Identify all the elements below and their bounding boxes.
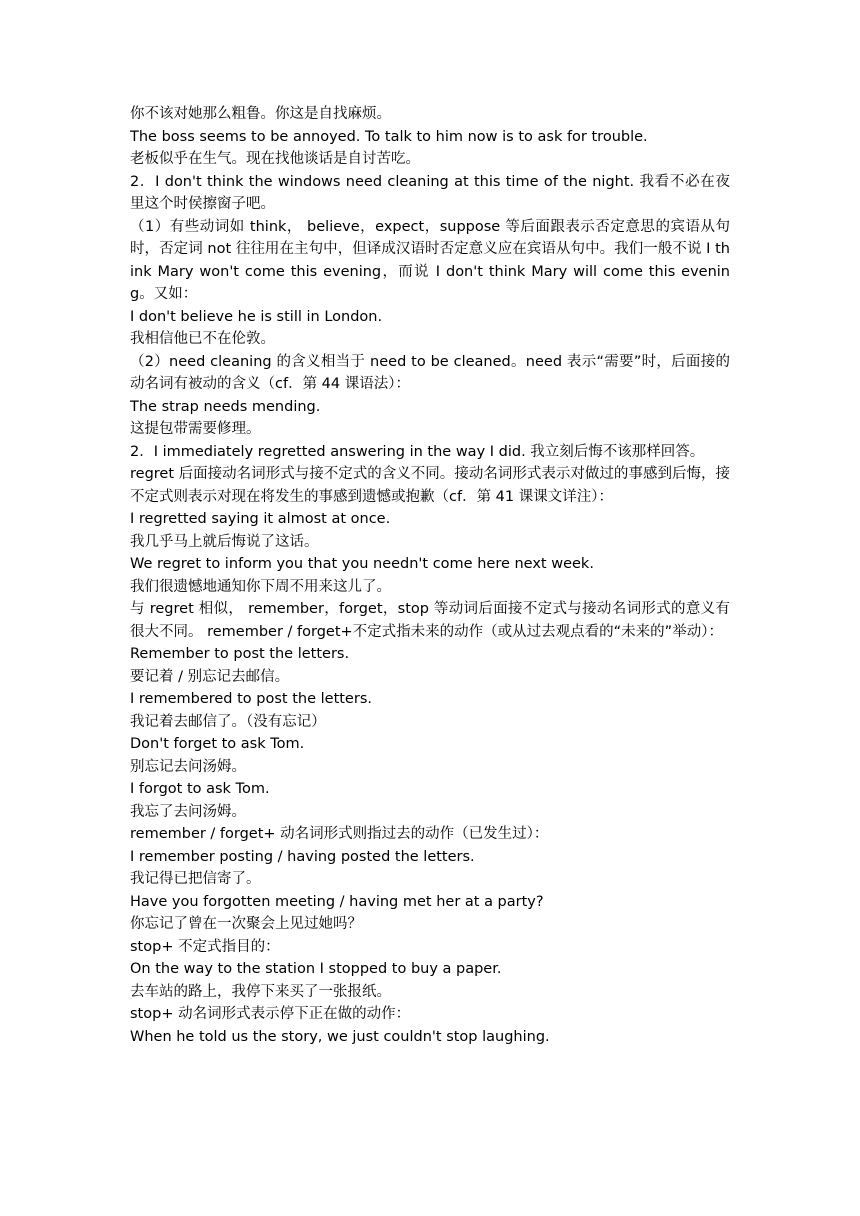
text-line: 2．I don't think the windows need cleaning at this time of the night. 我看不必在夜里这个时侯擦窗子吧。 [130,173,730,212]
text-line: 我相信他已不在伦敦。 [130,331,275,347]
text-line: I don't believe he is still in London. [130,308,383,325]
text-line: （1）有些动词如 think， believe，expect，suppose 等后面跟表示否定意思的宾语从句时，否定词 not 往往用在主句中，但译成汉语时否定意义应在宾语从句中。我们一般不说 I think Mary won't come this evening，而说 I don't think Mary will come this evening。又如： [130,218,730,302]
document-body [130,103,730,1048]
text-line: I remembered to post the letters. [130,691,372,707]
text-line: On the way to the station I stopped to buy a paper. [130,961,502,977]
text-line: stop+ 不定式指目的： [130,938,280,955]
text-line: The strap needs mending. [130,398,321,415]
text-line: 要记着 / 别忘记去邮信。 [130,668,290,685]
text-line: 我们很遗憾地通知你下周不用来这儿了。 [130,578,391,595]
text-line: （2）need cleaning 的含义相当于 need to be cleaned。need 表示“需要”时，后面接的动名词有被动的含义（cf．第 44 课语法）： [130,353,730,392]
text-line: Don't forget to ask Tom. [130,736,305,752]
text-line: 别忘记去问汤姆。 [130,758,246,775]
text-line: 去车站的路上，我停下来买了一张报纸。 [130,983,391,1000]
text-line: 老板似乎在生气。现在找他谈话是自讨苦吃。 [130,151,420,167]
text-line: regret 后面接动名词形式与接不定式的含义不同。接动名词形式表示对做过的事感到后悔，接不定式则表示对现在将发生的事感到遗憾或抱歉（cf．第 41 课课文详注）： [130,466,730,505]
text-line: remember / forget+ 动名词形式则指过去的动作（已发生过）： [130,826,549,842]
text-line: 我记着去邮信了。（没有忘记） [130,713,326,730]
text-line: 这提包带需要修理。 [130,421,261,437]
text-line: I remember posting / having posted the letters. [130,848,475,865]
text-line: 你忘记了曾在一次聚会上见过她吗？ [130,916,362,932]
text-line: We regret to inform you that you needn't come here next week. [130,556,594,572]
text-line: 我忘了去问汤姆。 [130,803,246,820]
text-line: When he told us the story, we just couldn't stop laughing. [130,1028,550,1045]
text-line: 与 regret 相似， remember，forget，stop 等动词后面接不定式与接动名词形式的意义有很大不同。 remember / forget+不定式指未来的动作（或从过去观点看的“未来的”举动）： [130,601,730,640]
text-line: 我记得已把信寄了。 [130,871,261,887]
text-line: stop+ 动名词形式表示停下正在做的动作： [130,1006,411,1022]
text-line: 我几乎马上就后悔说了这话。 [130,533,319,550]
text-line: Remember to post the letters. [130,646,350,662]
text-line: 你不该对她那么粗鲁。你这是自找麻烦。 [130,106,391,122]
text-line: Have you forgotten meeting / having met her at a party? [130,893,544,910]
text-line: I regretted saying it almost at once. [130,511,391,527]
text-line: 2．I immediately regretted answering in the way I did. 我立刻后悔不该那样回答。 [130,443,705,460]
text-line: The boss seems to be annoyed. To talk to him now is to ask for trouble. [130,128,648,145]
text-line: I forgot to ask Tom. [130,781,270,797]
